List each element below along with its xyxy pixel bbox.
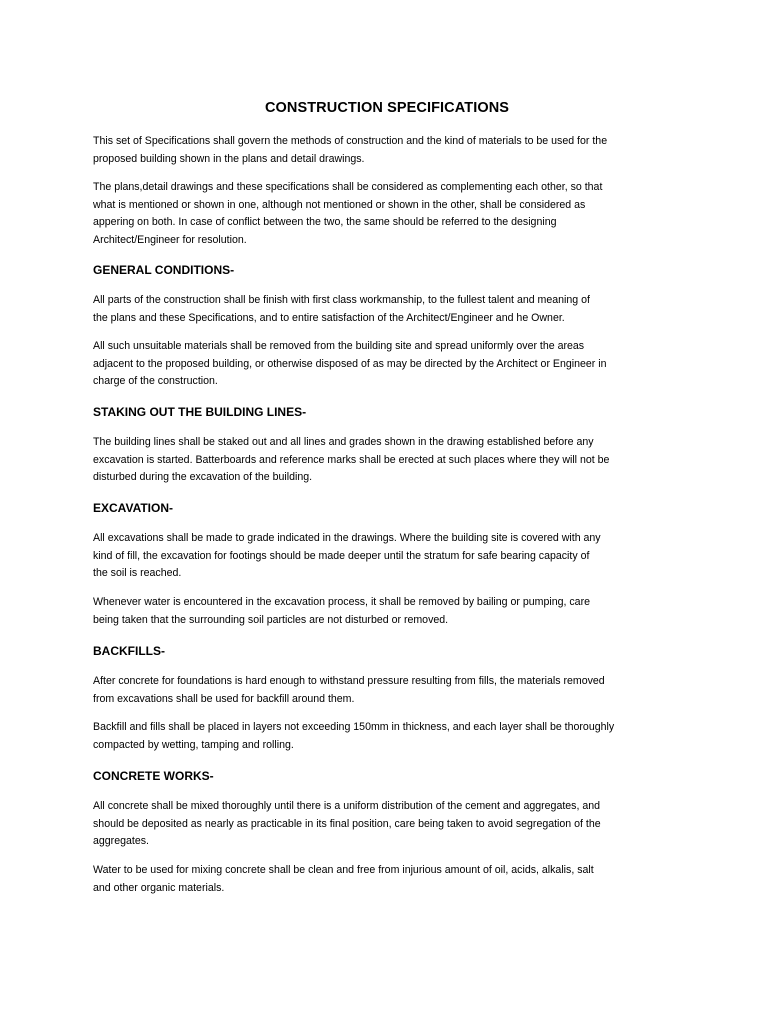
backfills-paragraph-1 (93, 673, 681, 708)
backfills-paragraph-2 (93, 719, 681, 754)
text-line: All such unsuitable materials shall be removed from the building site and spread uniformly over the areas (93, 340, 585, 352)
text-line: from excavations shall be used for backfill around them. (93, 692, 355, 705)
text-line: All parts of the construction shall be finish with first class workmanship, to the fullest talent and meaning of (93, 294, 590, 306)
text-line: and other organic materials. (93, 881, 225, 894)
text-line: the soil is reached. (93, 567, 182, 580)
general-paragraph-1 (93, 292, 681, 327)
text-line: Backfill and fills shall be placed in layers not exceeding 150mm in thickness, and each layer shall be thoroughly (93, 721, 615, 733)
text-line: After concrete for foundations is hard enough to withstand pressure resulting from fills, the materials removed (93, 675, 605, 687)
text-line: what is mentioned or shown in one, although not mentioned or shown in the other, shall be considered as (93, 198, 586, 211)
text-line: This set of Specifications shall govern the methods of construction and the kind of materials to be used for the (93, 135, 608, 147)
text-line: aggregates. (93, 835, 149, 848)
staking-paragraph-1 (93, 434, 681, 487)
text-line: All excavations shall be made to grade indicated in the drawings. Where the building site is covered with any (93, 532, 601, 544)
section-heading-backfills: BACKFILLS- (93, 644, 165, 658)
text-line: Water to be used for mixing concrete shall be clean and free from injurious amount of oil, acids, alkalis, salt (93, 864, 594, 876)
section-heading-concrete-works: CONCRETE WORKS- (93, 769, 214, 783)
text-line: Architect/Engineer for resolution. (93, 233, 247, 246)
text-line: Whenever water is encountered in the excavation process, it shall be removed by bailing or pumping, care (93, 596, 590, 608)
text-line: appering on both. In case of conflict between the two, the same should be referred to the designing (93, 216, 557, 229)
intro-paragraph-2 (93, 179, 681, 249)
text-line: excavation is started. Batterboards and reference marks shall be erected at such places where they will not be (93, 453, 610, 466)
intro-paragraph-1 (93, 133, 681, 168)
section-heading-general-conditions: GENERAL CONDITIONS- (93, 263, 235, 277)
concrete-paragraph-2 (93, 862, 681, 897)
text-line: the plans and these Specifications, and to entire satisfaction of the Architect/Engineer and he Owner. (93, 311, 565, 324)
concrete-paragraph-1 (93, 798, 681, 851)
general-paragraph-2 (93, 338, 681, 391)
section-heading-excavation: EXCAVATION- (93, 501, 173, 515)
text-line: should be deposited as nearly as practicable in its final position, care being taken to avoid segregation of the (93, 817, 601, 830)
text-line: kind of fill, the excavation for footings should be made deeper until the stratum for safe bearing capacity of (93, 549, 590, 562)
excavation-paragraph-2 (93, 594, 681, 629)
text-line: proposed building shown in the plans and detail drawings. (93, 152, 365, 165)
text-line: compacted by wetting, tamping and rolling. (93, 738, 294, 751)
text-line: charge of the construction. (93, 375, 218, 388)
excavation-paragraph-1 (93, 530, 681, 583)
text-line: The building lines shall be staked out and all lines and grades shown in the drawing established before any (93, 436, 594, 448)
text-line: being taken that the surrounding soil particles are not disturbed or removed. (93, 613, 449, 626)
text-line: All concrete shall be mixed thoroughly until there is a uniform distribution of the cement and aggregates, and (93, 800, 601, 812)
section-heading-staking-out: STAKING OUT THE BUILDING LINES- (93, 405, 307, 419)
document-title: CONSTRUCTION SPECIFICATIONS (264, 100, 510, 116)
text-line: The plans,detail drawings and these specifications shall be considered as complementing each other, so that (93, 181, 603, 193)
text-line: disturbed during the excavation of the building. (93, 471, 313, 484)
text-line: adjacent to the proposed building, or otherwise disposed of as may be directed by the Architect or Engineer in (93, 357, 607, 370)
